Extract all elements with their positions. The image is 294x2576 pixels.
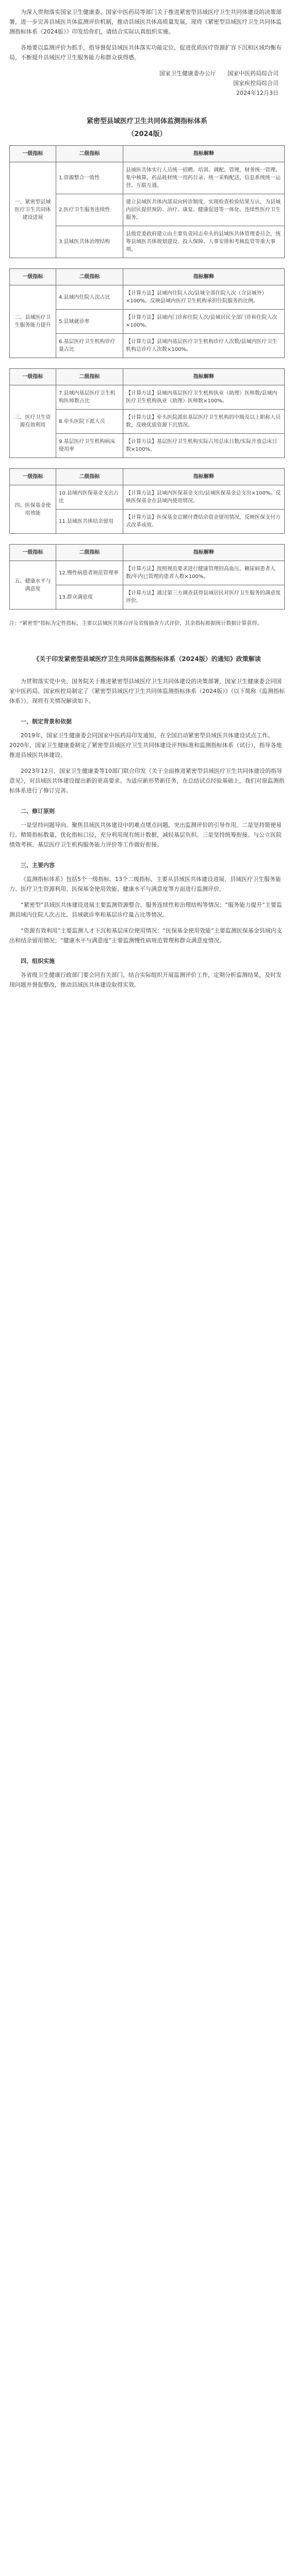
section-heading: 二、修订原则 [21, 808, 55, 815]
indicator-explanation: 【计算方法】通过第三方调查获得县域居民对医疗卫生服务的满意度评价。 [123, 585, 285, 609]
indicator-table-5 [9, 544, 285, 609]
indicator-explanation: 【计算方法】基层医疗卫生机构实际占用总床日数/实际开放总床日数×100%。 [123, 434, 285, 458]
table-header-row [10, 469, 285, 485]
section-heading: 四、组织实施 [21, 958, 55, 964]
primary-indicator: 四、医保基金使用效能 [10, 485, 56, 534]
secondary-indicator: 2.医疗卫生服务连续性 [56, 194, 123, 226]
signature-line-1: 国家卫生健康委办公厅 国家中医药局综合司 [159, 70, 279, 77]
primary-indicator: 五、健康水平与满意度 [10, 561, 56, 609]
table-header-row [10, 269, 285, 285]
header-secondary: 二级指标 [56, 369, 123, 385]
interpretation-paragraph: “资源有效利用”主要监测人才下沉和基层床位使用情况；“医保基金使用效能”主要监测医保基金县域内支出和结余留用情况；“健康水平与满意度”主要监测慢性病规范管理和群众满意度情况。 [9, 927, 282, 944]
indicator-explanation: 【计算方法】牵头医院派驻基层医疗卫生机构的中级及以上职称人员数，反映优质资源下沉情况。 [123, 410, 285, 434]
indicator-explanation: 县级党委政府建立由主要负责同志牵头的县域医共体管理委员会，统筹县域医共体规划建设、投入保障、人事安排和考核监管等重大事项。 [123, 226, 285, 258]
signature-line-2: 国家疾控局综合司 [233, 80, 279, 87]
indicator-table-2 [9, 268, 285, 358]
secondary-indicator: 11.县域医共体结余留用 [56, 510, 123, 534]
table-row [10, 385, 285, 410]
table-header-row [10, 146, 285, 162]
table-header-row [10, 545, 285, 561]
indicator-table-1 [9, 145, 285, 258]
indicator-system-title: 紧密型县域医疗卫生共同体监测指标体系 [86, 117, 207, 125]
secondary-indicator: 7.县域内基层医疗卫生机构医师数占比 [56, 385, 123, 410]
header-explain: 指标解释 [123, 269, 285, 285]
table-header-row [10, 369, 285, 385]
interpretation-title: 《关于印发紧密型县域医疗卫生共同体监测指标体系（2024版）的通知》政策解读 [33, 655, 261, 663]
table-row [10, 285, 285, 310]
header-secondary: 二级指标 [56, 269, 123, 285]
secondary-indicator: 3.县域医共体治理结构 [56, 226, 123, 258]
header-secondary: 二级指标 [56, 545, 123, 561]
header-explain: 指标解释 [123, 369, 285, 385]
interpretation-paragraph: 《监测指标体系》包括5个一级指标、13个二级指标，主要从县域医共体建设进展、县域医疗卫生服务能力、医疗卫生资源利用、医保基金使用效能、健康水平与满意度等方面进行监测评价。 [9, 876, 281, 892]
table-row [10, 162, 285, 194]
secondary-indicator: 5.县域就诊率 [56, 310, 123, 334]
header-explain: 指标解释 [123, 545, 285, 561]
indicator-table-3 [9, 368, 285, 458]
header-primary: 一级指标 [10, 369, 56, 385]
indicator-explanation: 县域医共体实行人员统一招聘、培训、调配、管理，财务统一管理、集中核算，药品耗材统一用药目录、统一采购配送，信息系统统一运营、互联互通。 [123, 162, 285, 194]
interpretation-paragraph: 为贯彻落实党中央、国务院关于推进紧密型县域医疗卫生共同体建设的决策部署，国家卫生健康委会同国家中医药局、国家疾控局制定了《紧密型县域医疗卫生共同体监测指标体系（2024版）》（以下简称《监测指标体系》）。现将有关情况解读如下。 [9, 678, 285, 704]
primary-indicator: 三、医疗卫生资源有效利用 [10, 385, 56, 458]
indicator-explanation: 【计算方法】医保基金总额付费结余资金留用情况，反映医保支付方式改革成效。 [123, 510, 285, 534]
indicator-explanation: 【计算方法】按照规范要求进行健康管理的高血压、糖尿病患者人数/年内已管理的患者人数×100%。 [123, 561, 285, 585]
indicator-explanation: 【计算方法】县域内基层医疗卫生机构执业（助理）医师数/县域内医疗卫生机构执业（助理）医师数×100%。 [123, 385, 285, 410]
primary-indicator: 一、紧密型县域医疗卫生共同体建设进展 [10, 162, 56, 258]
header-explain: 指标解释 [123, 146, 285, 162]
primary-indicator: 二、县域医疗卫生服务能力提升 [10, 285, 56, 358]
interpretation-paragraph: 2023年12月，国家卫生健康委等10部门联合印发《关于全面推进紧密型县域医疗卫生共同体建设的指导意见》，对县域医共体建设提出新的更高要求。为适应新形势新任务，在总结试点经验基础上，我们对原监测指标体系进行了修订完善。 [9, 768, 285, 794]
header-explain: 指标解释 [123, 469, 285, 485]
header-primary: 一级指标 [10, 269, 56, 285]
indicator-table-4 [9, 468, 285, 534]
table-row [10, 485, 285, 510]
indicator-explanation: 【计算方法】县域内基层医疗卫生机构诊疗人次数/县域内医疗卫生机构总诊疗人次数×100%。 [123, 334, 285, 358]
secondary-indicator: 6.基层医疗卫生机构诊疗量占比 [56, 334, 123, 358]
header-primary: 一级指标 [10, 146, 56, 162]
section-heading: 三、主要内容 [21, 862, 55, 869]
header-primary: 一级指标 [10, 469, 56, 485]
intro-paragraph-2: 各地要以监测评价为抓手，指导督促县域医共体落实功能定位，促进优质医疗资源扩容下沉和区域均衡布局，不断提升县域医疗卫生服务能力和群众获得感。 [9, 44, 282, 61]
intro-paragraph-1: 为深入贯彻落实国家卫生健康委、国家中医药局等部门关于推进紧密型县域医疗卫生共同体建设的决策部署，进一步完善县域医共体监测评价机制，推动县域医共体高质量发展，现将《紧密型县域医疗卫生共同体监测指标体系（2024版）》印发给你们，请结合实际认真组织实施。 [9, 9, 282, 35]
header-secondary: 二级指标 [56, 146, 123, 162]
section-heading: 一、制定背景和依据 [21, 718, 72, 725]
indicator-explanation: 【计算方法】县域内医保基金支出/县域医保基金总支出×100%。反映医保基金在县域内使用情况。 [123, 485, 285, 510]
interpretation-paragraph: 2019年，国家卫生健康委会同国家中医药局印发通知，在全国启动紧密型县域医共体建设试点工作。2020年，国家卫生健康委制定了紧密型县域医疗卫生共同体建设评判标准和监测指标体系（试行），指导各地推进县域医共体建设。 [9, 732, 282, 758]
secondary-indicator: 1.资源整合一致性 [56, 162, 123, 194]
secondary-indicator: 12.慢性病患者规范管理率 [56, 561, 123, 585]
indicator-system-subtitle: （2024版） [127, 130, 167, 138]
table-row [10, 561, 285, 585]
interpretation-paragraph: 一是坚持问题导向。聚焦县域医共体建设中的难点堵点问题，突出监测评价的引导作用。二是坚持简便易行。精简指标数量，优化指标口径，充分利用现有统计数据，减轻基层负担。三是坚持统筹衔接。与公立医院绩效考核、基层医疗卫生机构服务能力评价等工作做好衔接。 [9, 822, 282, 848]
header-secondary: 二级指标 [56, 469, 123, 485]
secondary-indicator: 8.牵头医院下派人员 [56, 410, 123, 434]
indicator-explanation: 建立县域医共体内部双向转诊制度，实现检查检验结果互认，为县域内居民提供预防、治疗、康复、健康促进等一体化、连续性医疗卫生服务。 [123, 194, 285, 226]
table-note: 注：“紧密型”指标为定性指标，主要以县域医共体自评及省级抽查方式评价，其余指标根据统计数据计算获得。 [9, 621, 263, 626]
secondary-indicator: 13.群众满意度 [56, 585, 123, 609]
secondary-indicator: 9.基层医疗卫生机构病床使用率 [56, 434, 123, 458]
indicator-explanation: 【计算方法】县域内住院人次/县域全部住院人次（含县域外）×100%。反映县域内医疗卫生机构承担住院服务的比例。 [123, 285, 285, 310]
signature-date: 2024年12月3日 [236, 90, 279, 96]
header-primary: 一级指标 [10, 545, 56, 561]
indicator-explanation: 【计算方法】县域内门诊和住院人次/县域居民全部门诊和住院人次×100%。 [123, 310, 285, 334]
interpretation-paragraph: “紧密型”县域医共体建设进展主要监测资源整合、服务连续性和治理结构等情况；“服务能力提升”主要监测县域内住院人次占比、县域就诊率和基层诊疗量占比等情况。 [9, 902, 282, 918]
secondary-indicator: 10.县域内医保基金支出占比 [56, 485, 123, 510]
secondary-indicator: 4.县域内住院人次占比 [56, 285, 123, 310]
interpretation-paragraph: 各省级卫生健康行政部门要会同有关部门，结合实际组织开展监测评价工作，定期分析监测结果，及时发现问题并督促整改，推动县域医共体建设取得实效。 [9, 972, 282, 988]
